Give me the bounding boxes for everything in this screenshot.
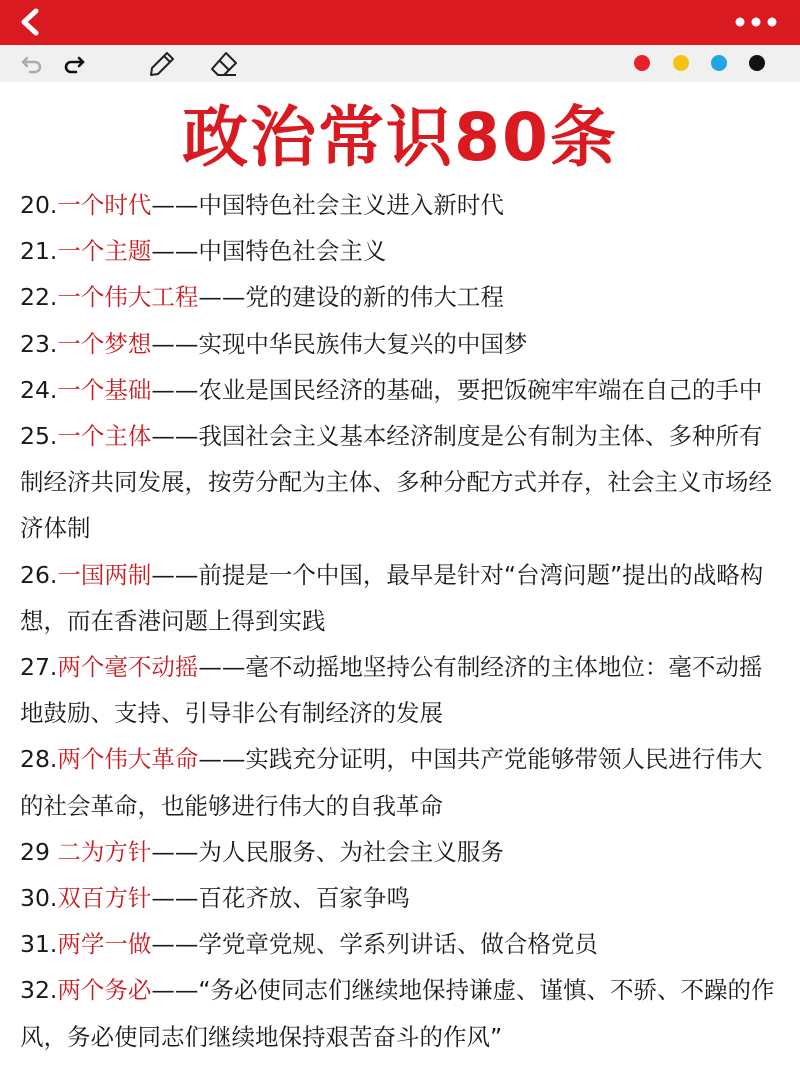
list-item [20, 367, 785, 413]
color-swatch-blue[interactable] [711, 55, 727, 71]
item-description: ——学党章党规、学系列讲话、做合格党员 [151, 930, 598, 959]
item-description: ——实践充分证明，中国共产党能够带领人民进行伟大的社会革命，也能够进行伟大的自我革命 [20, 745, 763, 820]
item-keyword: 两个伟大革命 [57, 745, 199, 774]
item-number: 31. [20, 930, 58, 959]
item-number: 28. [20, 745, 58, 774]
item-keyword: 一个主题 [57, 237, 152, 266]
item-keyword: 一个时代 [57, 191, 152, 219]
item-number: 21. [20, 237, 58, 266]
item-description: ——中国特色社会主义 [151, 237, 387, 266]
item-number: 25. [20, 422, 58, 451]
item-number: 27. [20, 653, 58, 682]
more-dots-icon [732, 10, 782, 34]
list-item [20, 413, 785, 552]
content-list [20, 182, 785, 1060]
list-item [20, 182, 785, 228]
list-item [20, 829, 785, 875]
item-number: 22. [20, 283, 58, 312]
item-keyword: 双百方针 [57, 884, 152, 913]
list-item [20, 967, 785, 1059]
item-keyword: 一个基础 [57, 375, 152, 404]
list-item [20, 552, 785, 644]
color-swatch-red[interactable] [634, 55, 650, 71]
more-options-button[interactable] [732, 10, 782, 34]
redo-button[interactable] [60, 50, 88, 78]
item-number: 26. [20, 560, 58, 589]
item-number: 23. [20, 329, 58, 358]
chevron-left-icon [14, 6, 48, 38]
list-item [20, 321, 785, 367]
color-swatch-black[interactable] [749, 55, 765, 71]
list-item [20, 875, 785, 921]
item-description: ——前提是一个中国，最早是针对“台湾问题”提出的战略构想，而在香港问题上得到实践 [20, 560, 764, 635]
item-keyword: 一国两制 [57, 560, 152, 589]
eraser-tool-button[interactable] [210, 50, 238, 78]
item-number: 30. [20, 884, 58, 913]
pen-tool-button[interactable] [148, 50, 176, 78]
item-keyword: 两个毫不动摇 [57, 653, 199, 682]
item-number: 24. [20, 375, 58, 404]
item-description: ——毫不动摇地坚持公有制经济的主体地位：毫不动摇地鼓励、支持、引导非公有制经济的发展 [20, 653, 763, 728]
item-description: ——“务必使同志们继续地保持谦虚、谨慎、不骄、不躁的作风，务必使同志们继续地保持艰苦奋斗的作风” [20, 976, 775, 1051]
item-description: ——实现中华民族伟大复兴的中国梦 [151, 329, 528, 358]
item-keyword: 二为方针 [57, 837, 152, 866]
eraser-icon [210, 50, 238, 78]
color-swatch-yellow[interactable] [673, 55, 689, 71]
item-number: 32. [20, 976, 58, 1005]
list-item [20, 228, 785, 274]
pencil-icon [148, 50, 176, 78]
item-description: ——百花齐放、百家争鸣 [151, 884, 410, 913]
list-item [20, 274, 785, 320]
back-button[interactable] [14, 6, 48, 38]
item-keyword: 一个主体 [57, 422, 152, 451]
item-description: ——党的建设的新的伟大工程 [198, 283, 504, 312]
undo-button[interactable] [18, 50, 46, 78]
item-description: ——中国特色社会主义进入新时代 [151, 191, 504, 219]
list-item [20, 736, 785, 828]
top-bar [0, 0, 800, 45]
item-description: ——为人民服务、为社会主义服务 [151, 837, 504, 866]
item-keyword: 两学一做 [57, 930, 152, 959]
item-number: 20. [20, 191, 58, 219]
item-number: 29 [20, 837, 58, 866]
item-keyword: 两个务必 [57, 976, 152, 1005]
item-keyword: 一个伟大工程 [57, 283, 199, 312]
redo-icon [60, 50, 88, 78]
page-title: 政治常识80条 [182, 99, 618, 176]
list-item [20, 921, 785, 967]
item-keyword: 一个梦想 [57, 329, 152, 358]
item-description: ——我国社会主义基本经济制度是公有制为主体、多种所有制经济共同发展，按劳分配为主体、多种分配方式并存，社会主义市场经济体制 [20, 422, 772, 543]
item-description: ——农业是国民经济的基础，要把饭碗牢牢端在自己的手中 [151, 375, 763, 404]
undo-icon [18, 50, 46, 78]
list-item [20, 644, 785, 736]
